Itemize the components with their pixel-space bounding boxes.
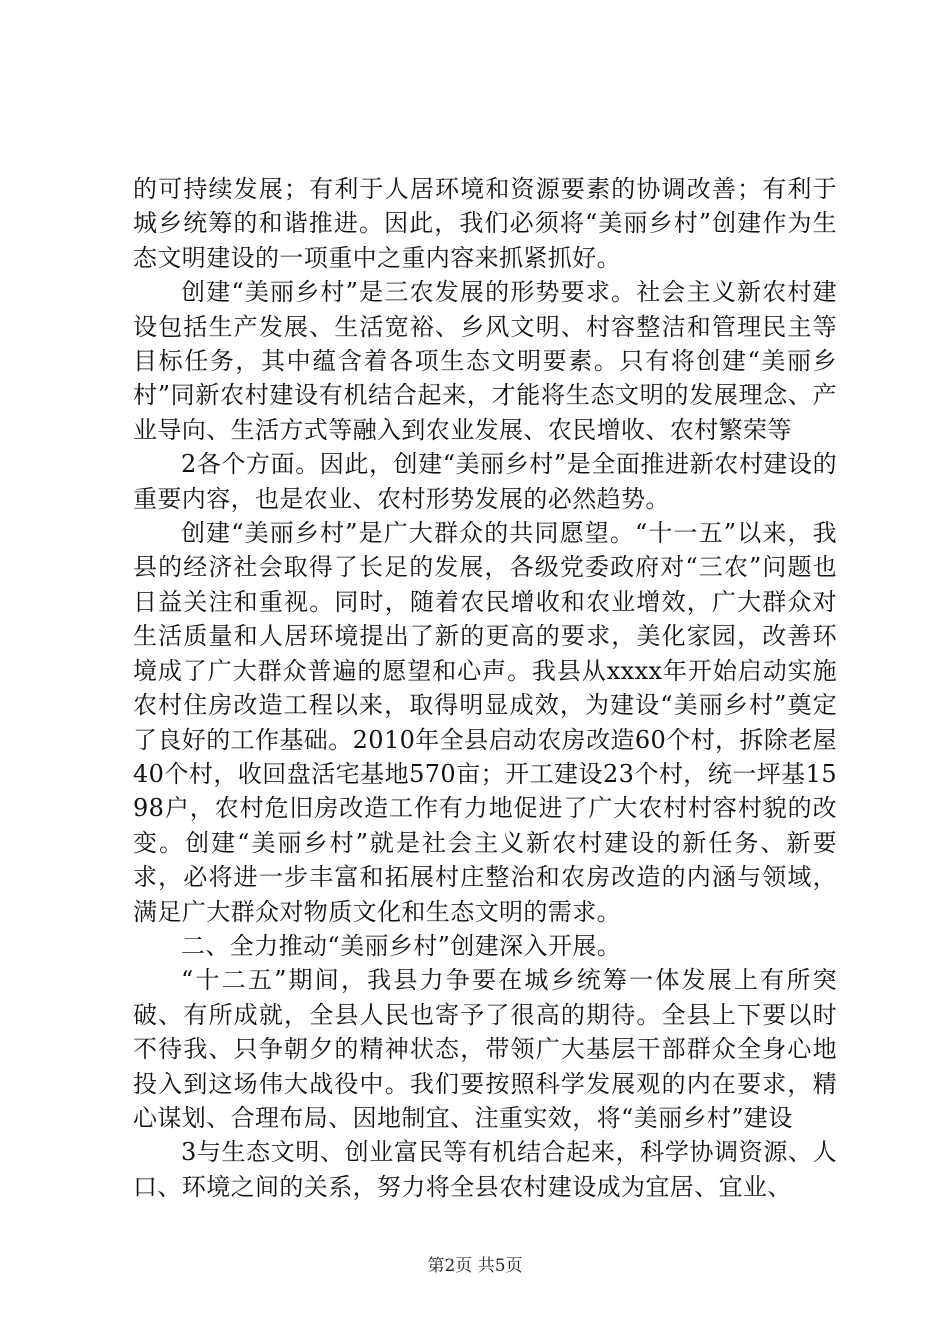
paragraph-three-rural-issues: 创建“美丽乡村”是三农发展的形势要求。社会主义新农村建设包括生产发展、生活宽裕、乡风文明、村容整洁和管理民主等目标任务，其中蕴含着各项生态文明要素。只有将创建“美丽乡村”同新农村建设有机结合起来，才能将生态文明的发展理念、产业导向、生活方式等融入到农业发展、农民增收、农村繁荣等 [133, 278, 837, 444]
paragraph-continuation: 的可持续发展；有利于人居环境和资源要素的协调改善；有利于城乡统筹的和谐推进。因此，我们必须将“美丽乡村”创建作为生态文明建设的一项重中之重内容来抓紧抓好。 [133, 175, 837, 272]
paragraph-new-countryside: 2各个方面。因此，创建“美丽乡村”是全面推进新农村建设的重要内容，也是农业、农村形势发展的必然趋势。 [133, 450, 837, 513]
page-number-footer: 第2页 共5页 [427, 1256, 523, 1276]
paragraph-twelfth-five-year: “十二五”期间，我县力争要在城乡统筹一体发展上有所突破、有所成就，全县人民也寄予了很高的期待。全县上下要以时不待我、只争朝夕的精神状态，带领广大基层干部群众全身心地投入到这场伟大战役中。我们要按照科学发展观的内在要求，精心谋划、合理布局、因地制宜、注重实效，将“美丽乡村”建设 [133, 966, 837, 1132]
document-body [133, 172, 837, 1204]
paragraph-ecological-integration: 3与生态文明、创业富民等有机结合起来，科学协调资源、人口、环境之间的关系，努力将全县农村建设成为宜居、宜业、 [133, 1138, 837, 1201]
paragraph-public-aspiration: 创建“美丽乡村”是广大群众的共同愿望。“十一五”以来，我县的经济社会取得了长足的发展，各级党委政府对“三农”问题也日益关注和重视。同时，随着农民增收和农业增效，广大群众对生活质量和人居环境提出了新的更高的要求，美化家园，改善环境成了广大群众普遍的愿望和心声。我县从xxxx年开始启动实施农村住房改造工程以来，取得明显成效，为建设“美丽乡村”奠定了良好的工作基础。2010年全县启动农房改造60个村，拆除老屋40个村，收回盘活宅基地570亩；开工建设23个村，统一坪基1598户，农村危旧房改造工作有力地促进了广大农村村容村貌的改变。创建“美丽乡村”就是社会主义新农村建设的新任务、新要求，必将进一步丰富和拓展村庄整治和农房改造的内涵与领域，满足广大群众对物质文化和生态文明的需求。 [133, 519, 838, 926]
section-heading-two: 二、全力推动“美丽乡村”创建深入开展。 [181, 931, 622, 960]
